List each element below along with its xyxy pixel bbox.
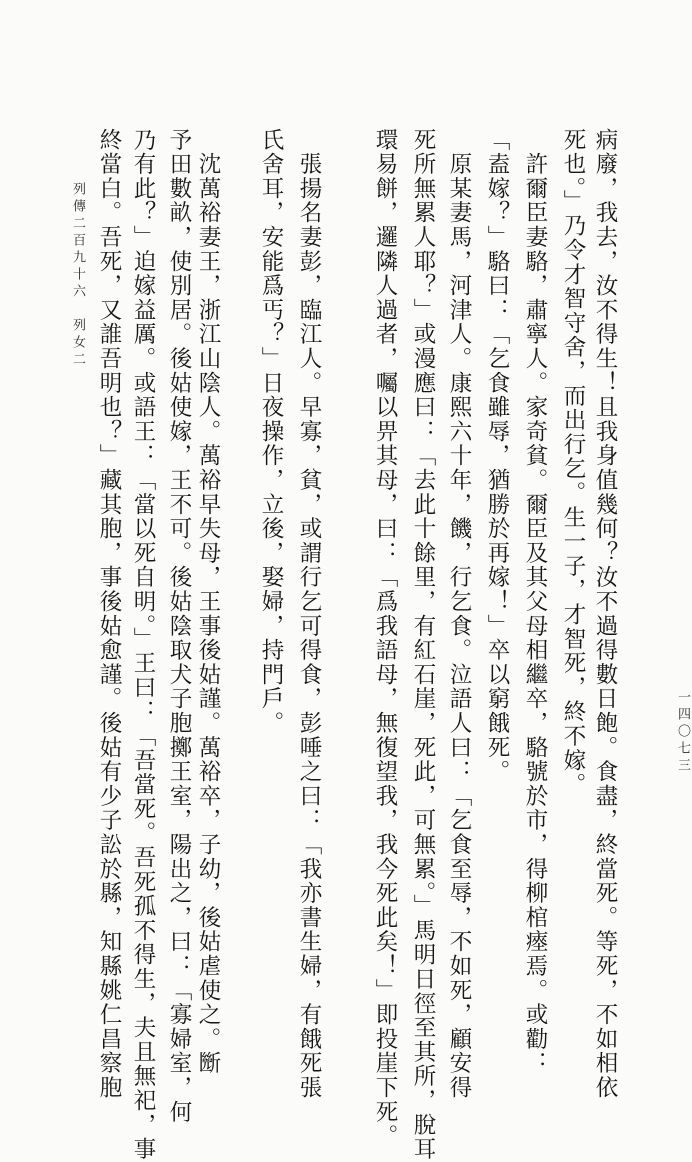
text-column: 氏舍耳，安能爲丐？」日夜操作，立後，娶婦，持門戶。	[258, 128, 284, 736]
text-column: 「盍嫁？」駱曰：「乞食雖辱，猶勝於再嫁！」卒以窮餓死。	[484, 128, 510, 785]
text-column: 許爾臣妻駱，肅寧人。家奇貧。爾臣及其父母相繼卒，駱號於市，得柳棺瘞焉。或勸：	[522, 128, 548, 1076]
text-column: 乃有此？」迫嫁益厲。或語王：「當以死自明。」王曰：「吾當死。吾死孤不得生，夫且無祀，事	[130, 128, 156, 1162]
text-column: 終當白。吾死，又誰吾明也？」藏其胞，事後姑愈謹。後姑有少子訟於縣，知縣姚仁昌察胞	[96, 128, 122, 1100]
text-column: 環易餅，邏隣人過者，囑以畀其母，曰：「爲我語母，無復望我，我今死此矣！」即投崖下死。	[372, 128, 398, 1149]
page-number: 一四〇七三	[675, 690, 690, 775]
running-header: 列傳二百九十六 列女二	[70, 182, 85, 369]
text-column: 原某妻馬，河津人。康熙六十年，饑，行乞食。泣語人曰：「乞食至辱，不如死，顧安得	[446, 128, 472, 1100]
text-column: 死也。」乃令才智守舍，而出行乞。生一子，才智死，終不嫁。	[560, 128, 586, 798]
text-column: 死所無累人耶？」或漫應曰：「去此十餘里，有紅石崖，死此，可無累。」馬明日徑至其所，脫耳	[410, 128, 436, 1162]
text-column: 沈萬裕妻王，浙江山陰人。萬裕早失母，王事後姑謹。萬裕卒，子幼，後姑虐使之。㫁	[195, 128, 221, 1076]
text-column: 病廢，我去，汝不得生！且我身值幾何？汝不過得數日飽。食盡，終當死。等死，不如相依	[592, 128, 618, 1100]
text-column: 張揚名妻彭，臨江人。早寡，貧，或謂行乞可得食，彭唾之曰：「我亦書生婦，有餓死張	[296, 128, 322, 1100]
text-column: 予田數畝，使別居。後姑使嫁，王不可。後姑陰取犬子胞擲王室，陽出之，曰：「寡婦室，何	[166, 128, 192, 1125]
